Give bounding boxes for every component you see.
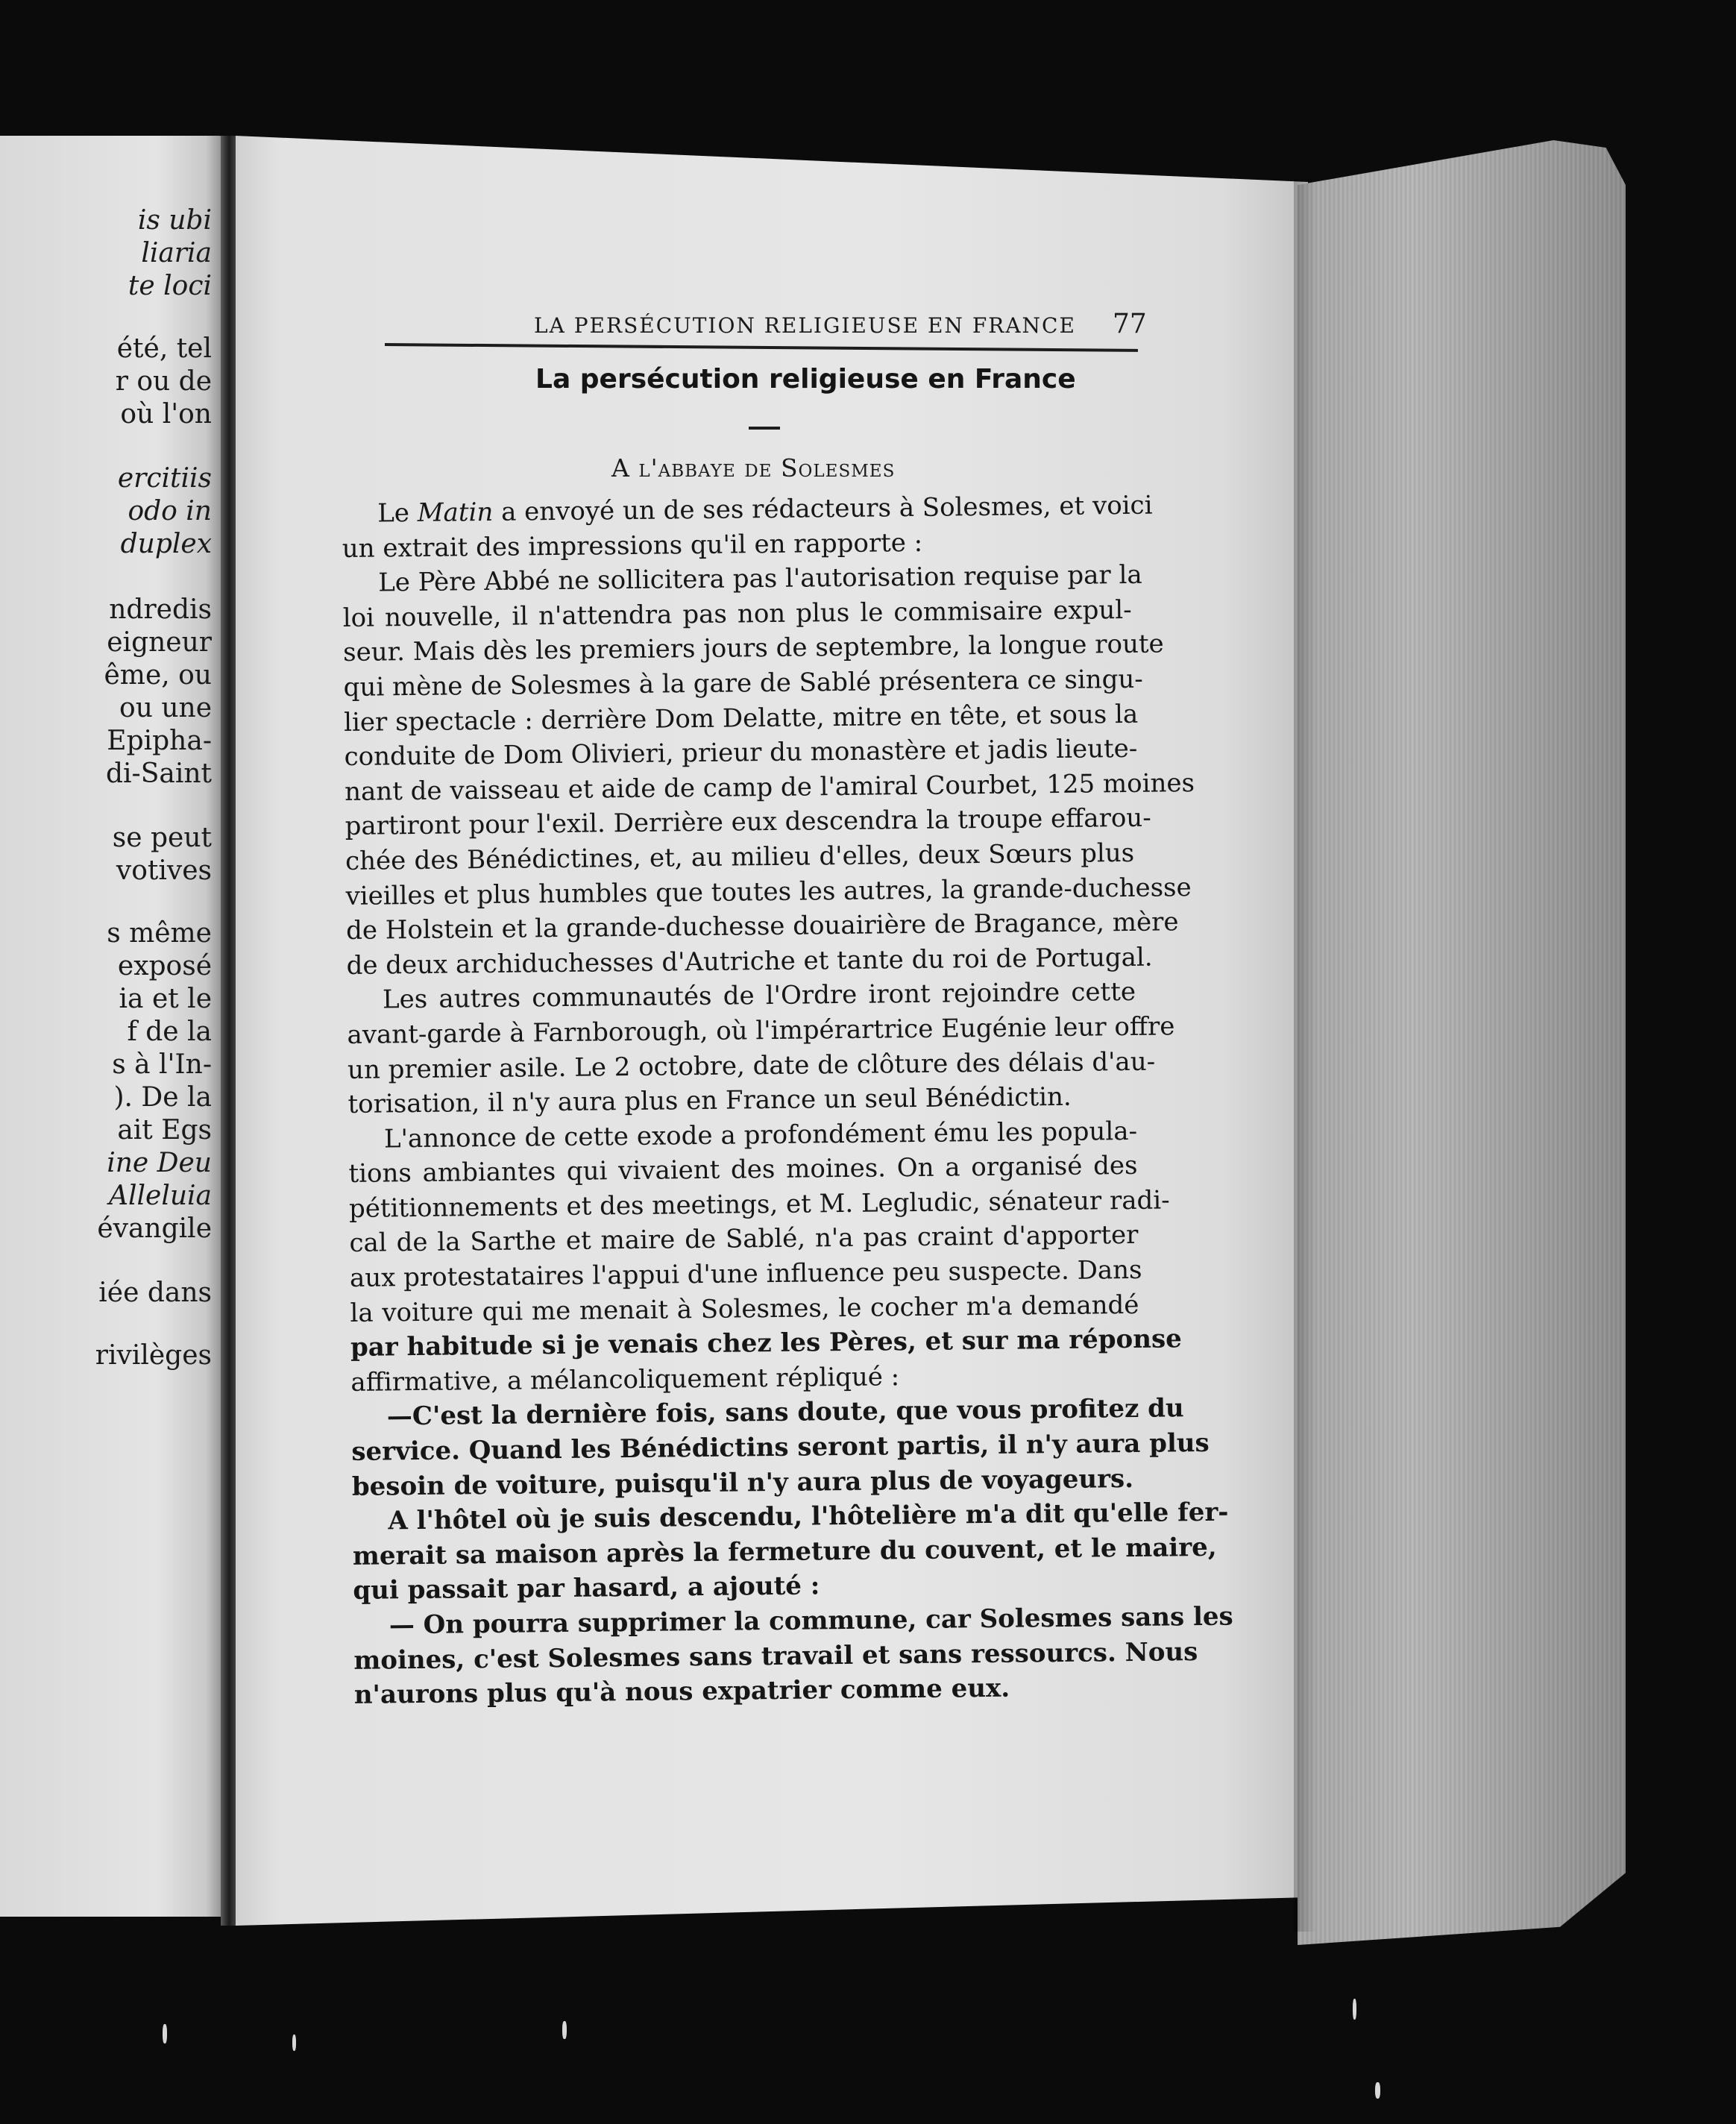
section-heading: A l'abbaye de Solesmes: [611, 453, 896, 483]
body-line: L'annonce de cette exode a profondément ému les popula-: [383, 1116, 1138, 1154]
body-text-run: a envoyé un de ses rédacteurs à Solesmes, et voici: [493, 490, 1153, 527]
left-page-line: ercitiis: [117, 463, 212, 494]
left-page-line: ndredis: [109, 594, 212, 625]
body-line: A l'hôtel où je suis descendu, l'hôtelière m'a dit qu'elle fer-: [388, 1497, 1229, 1536]
left-page-line: di-Saint: [105, 758, 212, 789]
page-number: 77: [1113, 309, 1147, 339]
body-line: vieilles et plus humbles que toutes les autres, la grande-duchesse: [345, 872, 1192, 911]
body-line: torisation, il n'y aura plus en France un seul Bénédictin.: [347, 1081, 1072, 1120]
left-page-line: ia et le: [119, 984, 212, 1014]
body-line: nant de vaisseau et aide de camp de l'amiral Courbet, 125 moines: [344, 767, 1195, 807]
left-page-line: s à l'In-: [112, 1049, 212, 1080]
body-line: avant-garde à Farnborough, où l'impérartrice Eugénie leur offre: [347, 1011, 1175, 1050]
body-line: loi nouvelle, il n'attendra pas non plus le commisaire expul-: [342, 594, 1132, 633]
body-line: affirmative, a mélancoliquement répliqué :: [350, 1362, 900, 1398]
body-line: par habitude si je venais chez les Pères, et sur ma réponse: [350, 1324, 1182, 1363]
film-speck: [562, 2021, 567, 2039]
film-speck: [1353, 1999, 1356, 2020]
left-page-line: r ou de: [115, 366, 212, 397]
left-page-line: is ubi: [137, 205, 212, 236]
body-line: besoin de voiture, puisqu'il n'y aura plus de voyageurs.: [351, 1463, 1134, 1502]
left-page-line: ). De la: [113, 1082, 212, 1113]
body-line: tions ambiantes qui vivaient des moines. On a organisé des: [348, 1151, 1138, 1190]
article-title: La persécution religieuse en France: [535, 364, 1076, 395]
left-page-line: eigneur: [107, 627, 212, 658]
body-line: n'aurons plus qu'à nous expatrier comme eux.: [353, 1673, 1010, 1711]
book-gutter: [221, 136, 237, 1926]
body-line: qui passait par hasard, a ajouté :: [353, 1571, 820, 1606]
left-page-line: duplex: [120, 529, 212, 559]
body-line: seur. Mais dès les premiers jours de septembre, la longue route: [342, 629, 1164, 668]
left-page-line: où l'on: [120, 399, 212, 430]
left-page-line: ine Deu: [107, 1148, 212, 1178]
page-edges-shadow: [1294, 179, 1316, 1932]
body-line: un premier asile. Le 2 octobre, date de clôture des délais d'au-: [347, 1046, 1156, 1085]
body-line: moines, c'est Solesmes sans travail et sans ressourcs. Nous: [353, 1636, 1198, 1676]
body-line: merait sa maison après la fermeture du couvent, et le maire,: [352, 1532, 1217, 1571]
body-line: conduite de Dom Olivieri, prieur du monastère et jadis lieute-: [344, 733, 1138, 773]
left-page-line: se peut: [112, 823, 212, 853]
left-page-line: odo in: [128, 496, 212, 527]
body-line: de Holstein et la grande-duchesse douairière de Bragance, mère: [345, 907, 1179, 946]
left-page-line: votives: [116, 855, 212, 886]
body-line: lier spectacle : derrière Dom Delatte, mitre en tête, et sous la: [343, 699, 1139, 738]
body-line: pétitionnements et des meetings, et M. Legludic, sénateur radi-: [348, 1185, 1170, 1224]
left-page-line: exposé: [117, 951, 212, 981]
body-line: service. Quand les Bénédictins seront partis, il n'y aura plus: [351, 1427, 1210, 1467]
body-line: — On pourra supprimer la commune, car Solesmes sans les: [389, 1601, 1233, 1641]
film-speck: [292, 2035, 296, 2051]
left-page-line: Epipha-: [107, 726, 212, 756]
left-page-line: s même: [107, 918, 212, 949]
left-page-line: ême, ou: [104, 660, 212, 691]
left-page-line: f de la: [127, 1017, 212, 1047]
body-line: la voiture qui me menait à Solesmes, le cocher m'a demandé: [350, 1289, 1139, 1328]
left-page-line: été, tel: [116, 333, 212, 364]
title-dash: [749, 427, 780, 430]
body-line: qui mène de Solesmes à la gare de Sablé présentera ce singu-: [343, 664, 1144, 703]
film-speck: [1375, 2082, 1380, 2099]
running-head: LA PERSÉCUTION RELIGIEUSE EN FRANCE: [534, 313, 1076, 338]
left-page-line: évangile: [97, 1213, 212, 1244]
body-line: aux protestataires l'appui d'une influence peu suspecte. Dans: [349, 1254, 1142, 1294]
left-page-line: Alleluia: [108, 1181, 212, 1211]
body-line: chée des Bénédictines, et, au milieu d'elles, deux Sœurs plus: [345, 838, 1135, 876]
body-line: de deux archiduchesses d'Autriche et tante du roi de Portugal.: [346, 942, 1153, 981]
body-line: cal de la Sarthe et maire de Sablé, n'a pas craint d'apporter: [349, 1220, 1139, 1259]
left-page-line: ou une: [119, 693, 212, 723]
left-page-line: te loci: [128, 271, 212, 301]
body-line: partiront pour l'exil. Derrière eux descendra la troupe effarou-: [345, 802, 1151, 842]
body-text-run: Le: [377, 497, 418, 529]
body-line: un extrait des impressions qu'il en rapporte :: [342, 527, 923, 564]
left-page-line: ait Egs: [117, 1115, 212, 1146]
body-line: —C'est la dernière fois, sans doute, que vous profitez du: [386, 1393, 1184, 1432]
body-line: Les autres communautés de l'Ordre iront rejoindre cette: [382, 977, 1136, 1015]
film-speck: [163, 2024, 167, 2043]
body-line: Le Père Abbé ne sollicitera pas l'autorisation requise par la: [378, 559, 1142, 598]
left-page-line: liaria: [141, 238, 212, 268]
left-page: [0, 136, 224, 1917]
page-edges: [1298, 140, 1626, 1945]
left-page-line: rivilèges: [95, 1340, 212, 1371]
left-page-line: iée dans: [98, 1278, 212, 1308]
article-body: [342, 488, 1233, 1712]
newspaper-title: Matin: [417, 497, 494, 528]
